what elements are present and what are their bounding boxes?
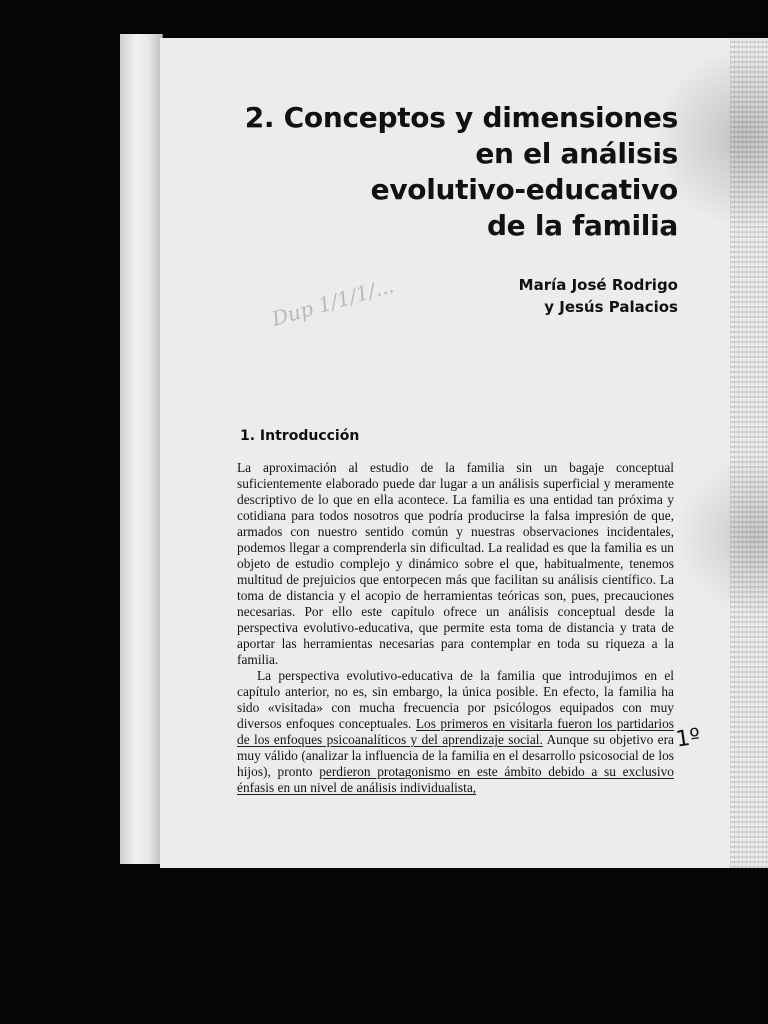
paragraph: La aproximación al estudio de la familia sin un bagaje conceptual suficientemente elaborado puede dar lugar a un análisis superficial y meramente descriptivo de lo que en ella acontece. La familia es una entidad tan próxima y cotidiana para todos nosotros que podría producirse la falsa impresión de que, armados con nuestro sentido común y nuestras observaciones incidentales, podemos llegar a comprenderla sin dificultad. La realidad es que la familia es un objeto de estudio complejo y dinámico sobre el que, habitualmente, tenemos multitud de prejuicios que entorpecen más que facilitan su análisis científico. La toma de distancia y el acopio de herramientas teóricas son, pues, precauciones necesarias. Por ello este capítulo ofrece un análisis conceptual desde la perspectiva evolutivo-educativa, que permite esta toma de distancia y trata de aportar las herramientas necesarias para contemplar en toda su riqueza a la familia. (237, 460, 674, 667)
chapter-title (218, 100, 678, 244)
title-line: 2. Conceptos y dimensiones (244, 101, 678, 134)
faint-handwritten-note: Dup 1/1/1/... (269, 273, 397, 331)
chapter-authors (378, 274, 678, 318)
title-line: de la familia (486, 209, 678, 242)
author-line: María José Rodrigo (518, 276, 678, 294)
underlined-text: Los primeros en visitarla fueron los partidarios de los enfoques psicoanalíticos y del aprendizaje social. (237, 716, 674, 747)
scan-shadow (730, 38, 768, 868)
author-line: y Jesús Palacios (544, 298, 678, 316)
margin-annotation: 1º (674, 724, 702, 753)
book-spine-edge (120, 34, 163, 864)
paragraph (237, 668, 674, 796)
body-text (237, 460, 674, 796)
paragraph-text: Aunque su objetivo era muy válido (analizar la influencia de la familia en el desarrollo psicosocial de los hijos), pronto (237, 732, 674, 779)
section-heading: 1. Introducción (240, 428, 360, 444)
title-line: evolutivo-educativo (370, 173, 678, 206)
underlined-text: perdieron protagonismo en este ámbito debido a su exclusivo énfasis en un nivel de análisis individualista, (237, 764, 674, 795)
title-line: en el análisis (475, 137, 678, 170)
paragraph-text: La perspectiva evolutivo-educativa de la familia que introdujimos en el capítulo anterior, no es, sin embargo, la única posible. En efecto, la familia ha sido «visitada» con mucha frecuencia por psicólogos equipados con muy diversos enfoques conceptuales. (237, 668, 674, 731)
